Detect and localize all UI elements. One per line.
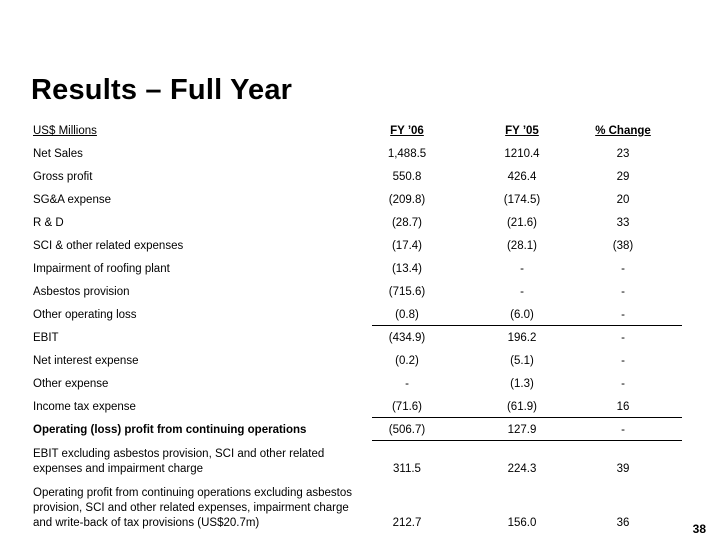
ebit-excl-label-line2: expenses and impairment charge: [33, 463, 204, 475]
row-fy06: (0.2): [395, 355, 419, 367]
row-label: Income tax expense: [33, 401, 136, 413]
row-change: (38): [612, 240, 634, 252]
op-excl-change: 36: [616, 517, 630, 529]
row-label: SG&A expense: [33, 194, 111, 206]
units-header: US$ Millions: [33, 125, 97, 137]
row-fy06: (13.4): [391, 263, 423, 275]
row-fy05: -: [520, 286, 524, 298]
page-title: Results – Full Year: [31, 74, 293, 106]
change-header: % Change: [595, 125, 651, 137]
rule-after-income-tax: [372, 417, 682, 418]
row-change: 23: [616, 148, 630, 160]
row-change: 16: [616, 401, 630, 413]
row-label: Asbestos provision: [33, 286, 130, 298]
row-fy05: 426.4: [507, 171, 537, 183]
row-fy05: (21.6): [506, 217, 538, 229]
row-change: 29: [616, 171, 630, 183]
op-excl-label-line3: and write-back of tax provisions (US$20.7m): [33, 517, 260, 529]
row-change: -: [621, 378, 625, 390]
row-fy06: -: [405, 378, 409, 390]
row-fy06: (71.6): [391, 401, 423, 413]
row-label: SCI & other related expenses: [33, 240, 184, 252]
row-change: -: [621, 424, 625, 436]
row-label: Impairment of roofing plant: [33, 263, 170, 275]
row-label: EBIT: [33, 332, 59, 344]
row-fy06: (17.4): [391, 240, 423, 252]
op-excl-label-line2: provision, SCI and other related expenses, impairment charge: [33, 502, 349, 514]
row-change: -: [621, 286, 625, 298]
row-fy05: (28.1): [506, 240, 538, 252]
row-change: 33: [616, 217, 630, 229]
row-change: 20: [616, 194, 630, 206]
row-label: Net interest expense: [33, 355, 139, 367]
row-label: R & D: [33, 217, 64, 229]
row-label: Gross profit: [33, 171, 93, 183]
row-fy05: 1210.4: [504, 148, 540, 160]
row-change: -: [621, 309, 625, 321]
row-label: Other operating loss: [33, 309, 137, 321]
row-fy05: (5.1): [510, 355, 534, 367]
row-fy06: 550.8: [392, 171, 422, 183]
row-fy06: (209.8): [388, 194, 426, 206]
row-fy05: 196.2: [507, 332, 537, 344]
fy05-header: FY ’05: [505, 125, 539, 137]
row-change: -: [621, 263, 625, 275]
row-label: Net Sales: [33, 148, 83, 160]
row-fy05: (6.0): [510, 309, 534, 321]
row-fy05: 127.9: [507, 424, 537, 436]
ebit-excl-fy05: 224.3: [507, 463, 537, 475]
page-number: 38: [692, 522, 706, 536]
op-excl-fy06: 212.7: [392, 517, 422, 529]
ebit-excl-label-line1: EBIT excluding asbestos provision, SCI and other related: [33, 448, 325, 460]
ebit-excl-fy06: 311.5: [393, 463, 421, 475]
row-fy05: (1.3): [510, 378, 534, 390]
row-fy06: (434.9): [388, 332, 426, 344]
row-fy06: 1,488.5: [387, 148, 427, 160]
row-fy06: (506.7): [388, 424, 426, 436]
row-change: -: [621, 332, 625, 344]
row-fy05: (61.9): [506, 401, 538, 413]
rule-after-operating-loss: [372, 440, 682, 441]
ebit-excl-change: 39: [616, 463, 630, 475]
row-fy06: (0.8): [395, 309, 419, 321]
row-fy05: -: [520, 263, 524, 275]
op-excl-label-line1: Operating profit from continuing operations excluding asbestos: [33, 487, 352, 499]
row-label: Other expense: [33, 378, 109, 390]
row-fy06: (28.7): [391, 217, 423, 229]
row-change: -: [621, 355, 625, 367]
op-excl-fy05: 156.0: [507, 517, 537, 529]
rule-after-other-operating-loss: [372, 325, 682, 326]
fy06-header: FY ’06: [390, 125, 424, 137]
row-fy06: (715.6): [388, 286, 426, 298]
row-fy05: (174.5): [503, 194, 541, 206]
row-label: Operating (loss) profit from continuing operations: [33, 424, 307, 436]
